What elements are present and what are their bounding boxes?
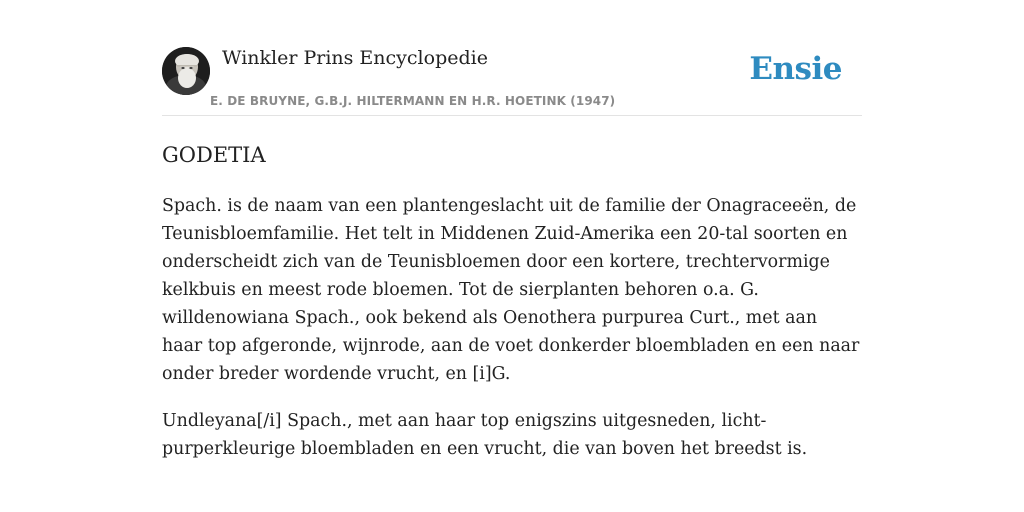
authors-byline: E. DE BRUYNE, G.B.J. HILTERMANN EN H.R. HOETINK (1947) [210,94,616,108]
portrait-icon [162,47,210,95]
header [162,0,862,116]
article-paragraph: Spach. is de naam van een plantengeslacht uit de familie der Onagraceeën, de Teunisbloemfamilie. Het telt in Middenen Zuid-Amerika een 20-tal soorten en onderscheidt zich van de Teunisbloemen door een kortere, trechtervormige kelkbuis en meest rode bloemen. Tot de sierplanten behoren o.a. G. willdenowiana Spach., ook bekend als Oenothera purpurea Curt., met aan haar top afgeronde, wijnrode, aan de voet donkerder bloembladen en een naar onder breder wordende vrucht, en [i]G. [162,196,860,384]
article-title: GODETIA [162,143,266,167]
article-body [162,192,862,463]
author-portrait-avatar [162,47,210,95]
article-paragraph: Undleyana[/i] Spach., met aan haar top enigszins uitgesneden, licht-purperkleurige bloembladen en een vrucht, die van boven het breedst is. [162,411,808,459]
content-container [162,0,862,463]
brand-logo-link[interactable]: Ensie [749,51,842,87]
encyclopedia-title[interactable]: Winkler Prins Encyclopedie [222,47,488,69]
